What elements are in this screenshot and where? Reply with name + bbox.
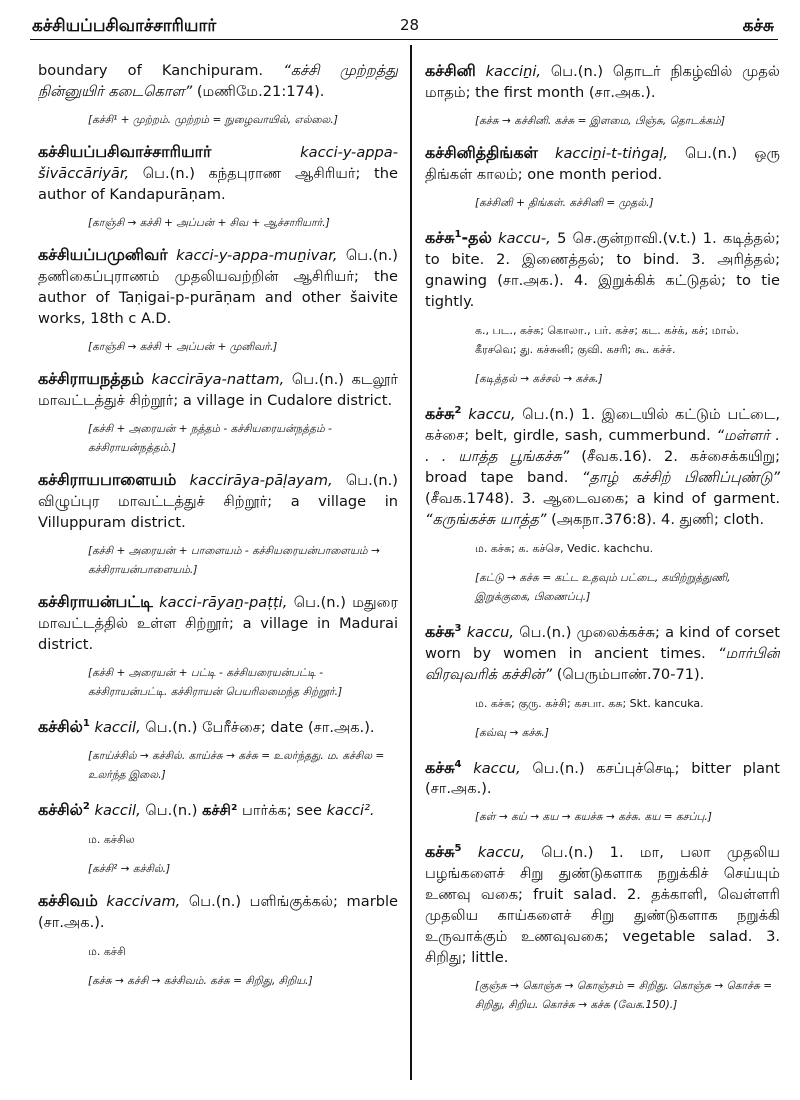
etymology: [கச்சி¹ + முற்றம். முற்றம் = நுழைவாயில், எல்லை.] (88, 114, 338, 126)
definition: பெ.(n.) (140, 801, 203, 819)
dictionary-entry (38, 244, 398, 329)
transliteration: kaccu, (468, 405, 516, 423)
headword: கச்சு (425, 621, 455, 641)
headword: கச்சியப்பசிவாச்சாரியார் (38, 142, 212, 161)
dictionary-entry (425, 754, 780, 800)
etymology: [கச்சி + அரையன் + நத்தம் - கச்சியரையன்நத்தம் - கச்சிராயன்நத்தம்.] (88, 423, 332, 454)
dictionary-entry (425, 224, 780, 312)
headword: கச்சிராயபாளையம் (38, 470, 177, 489)
definition: பெ.(n.) ஒரு திங்கள் காலம்; one month period. (425, 145, 780, 183)
entry-ref: (பெரும்பாண்.70-71). (552, 665, 705, 683)
headword: கச்சியப்பமுனிவர் (38, 245, 168, 264)
headword: கச்சு (425, 403, 455, 423)
definition: பெ.(n.) முலைக்கச்சு; a kind of corset worn by women in ancient times. (425, 623, 780, 662)
homonym-number: 5 (454, 843, 462, 855)
transliteration: kaccu, (477, 844, 526, 862)
dictionary-entry (425, 60, 780, 103)
etymology: [கச்சினி + திங்கள். கச்சினி = முதல்.] (475, 197, 654, 209)
definition: பெ.(n.) 1. இடையில் கட்டும் பட்டை, கச்சை; belt, girdle, sash, cummerbund. (425, 405, 780, 444)
headword: கச்சிவம் (38, 890, 98, 910)
etymology: [குஞ்சு → கொஞ்சு → கொஞ்சம் = சிறிது. கொஞ்சு → கொச்சு = சிறிது, சிறிய. கொச்சு → கச்சு (வேக.150).] (475, 980, 773, 1012)
definition: பெ.(n.) தொடர் நிகழ்வில் முதல் மாதம்; the first month (சா.அக.). (425, 63, 780, 101)
dictionary-entry (38, 591, 398, 655)
transliteration: kaccirāya-pāḷayam, (189, 472, 333, 489)
definition: பெ.(n.) கடலூர் மாவட்டத்துச் சிற்றூர்; a village in Cudalore district. (38, 371, 398, 409)
dictionary-entry (38, 368, 398, 411)
entry-quote: “மார்பின் விரவுவரிக் கச்சின்” (425, 644, 780, 683)
homonym-number: 2 (454, 404, 462, 416)
headword: கச்சு (425, 227, 455, 247)
transliteration: kacci-y-appa-muṉivar, (176, 247, 338, 264)
headword: கச்சில் (38, 716, 83, 736)
etymology: [கச்சு → கச்சினி. கச்சு = இளமை, பிஞ்சு, தொடக்கம்] (475, 115, 725, 127)
entry-text: boundary of Kanchipuram. (38, 62, 284, 79)
entry-continuation (38, 60, 398, 102)
transliteration: kaccirāya-nattam, (151, 371, 285, 388)
cognates: ம. கச்சு; க. கச்செ, Vedic. kachchu. (475, 541, 654, 555)
homonym-number: 4 (454, 758, 462, 770)
transliteration: kaccil, (94, 801, 141, 819)
right-column (425, 60, 780, 1100)
headword: கச்சிராயன்பட்டி (38, 592, 153, 611)
etymology: [காஞ்சி → கச்சி + அப்பன் + சிவ + ஆச்சாரியார்.] (88, 217, 330, 229)
homonym-number: 2 (82, 800, 90, 812)
homonym-number: 1 (454, 229, 462, 240)
dictionary-entry (38, 890, 398, 933)
etymology: [கச்சி² → கச்சில்.] (88, 862, 171, 875)
definition: பெ.(n.) பேரீச்சை; date (சா.அக.). (140, 718, 375, 736)
etymology: [கவ்வு → கச்சு.] (475, 726, 549, 739)
etymology: [கச்சி + அரையன் + பட்டி - கச்சியரையன்பட்டி - கச்சிராயன்பட்டி. கச்சிராயன் பெயரிலமைந்த சிற்றூர்.] (88, 667, 343, 698)
homonym-number: 3 (454, 622, 462, 634)
definition: பெ.(n.) மதுரை மாவட்டத்தில் உள்ள சிற்றூர்; a village in Madurai district. (38, 594, 398, 653)
dictionary-entry (38, 469, 398, 533)
transliteration: kaccu, (473, 759, 521, 777)
dictionary-entry (425, 618, 780, 685)
running-head-right: கச்சு (742, 16, 774, 36)
transliteration: kaccivam, (106, 892, 181, 910)
definition: பார்க்க; see (237, 801, 327, 819)
definition: (சீவக.1748). 3. ஆடைவகை; a kind of garment. (425, 489, 780, 507)
etymology: [கள் → கய் → கய → கயச்சு → கச்சு. கய = கசப்பு.] (475, 811, 712, 824)
definition: பெ.(n.) பளிங்குக்கல்; marble (சா.அக.). (38, 892, 398, 931)
definition: 5 செ.குன்றாவி.(v.t.) 1. கடித்தல்; to bite. 2. இணைத்தல்; to bind. 3. அரித்தல்; gnawing (சா.அக.). 4. இறுக்கிக் கட்டுதல்; to tie tightly. (425, 229, 780, 310)
page-number: 28 (400, 16, 420, 34)
homonym-number: 1 (82, 718, 90, 729)
transliteration: kacciṉi-t-tiṅgaḷ, (555, 145, 669, 162)
headword-suffix: -தல் (461, 227, 492, 247)
definition: பெ.(n.) விழுப்புர மாவட்டத்துச் சிற்றூர்; a village in Villuppuram district. (38, 472, 398, 531)
transliteration: kacci-rāyaṉ-paṭṭi, (159, 594, 288, 611)
transliteration: kaccil, (94, 718, 141, 736)
definition: பெ.(n.) கந்தபுராண ஆசிரியர்; the author of Kandapurāṇam. (38, 165, 398, 203)
dictionary-entry (425, 838, 780, 968)
headword: கச்சில் (38, 799, 83, 819)
page-header (30, 10, 778, 40)
column-divider (410, 45, 412, 1080)
cognates: ம. கச்சி (88, 944, 126, 958)
definition: பெ.(n.) 1. மா, பலா முதலிய பழங்களைச் சிறு துண்டுகளாக நறுக்கிச் செய்யும் உணவு வகை; fruit salad. 2. தக்காளி, வெள்ளரி முதலிய காய்களைச் சிறு துண்டுகளாக நறுக்கி உருவாக்கும் உணவுவகை; vegetable salad. 3. சிறிது; little. (425, 844, 780, 967)
dictionary-entry (38, 713, 398, 738)
dictionary-entry (38, 141, 398, 205)
transliteration: kacciṉi, (485, 63, 542, 80)
headword: கச்சு (425, 757, 455, 777)
see-reference: kacci². (326, 801, 375, 819)
headword: கச்சிராயநத்தம் (38, 369, 144, 388)
transliteration: kaccu-, (498, 229, 551, 247)
transliteration: kacci-y-appa-šivāccāriyār, (38, 144, 398, 182)
transliteration: kaccu, (466, 623, 515, 641)
dictionary-entry (38, 796, 398, 821)
definition: பெ.(n.) கசப்புச்செடி; bitter plant (சா.அக.). (425, 759, 780, 798)
entry-ref: (மணிமே.21:174). (192, 83, 325, 100)
etymology: [காய்ச்சில் → கச்சில். காய்ச்சு → கச்சு = உலர்ந்தது. ம. கச்சில = உலர்ந்த இலை.] (88, 749, 385, 781)
entry-quote: “மள்ளர் . . . யாத்த பூங்கச்சு” (425, 426, 780, 465)
definition: (சீவக.16). 2. கச்சைக்கயிறு; broad tape band. (425, 447, 780, 486)
cognates: க., பட., கச்சு; கொலா., பர். கச்ச; கட. கச்க், கச்; மால். கீரசவெ; து. கச்சுனி; குவி. கசரி; கூ. கச்ச். (475, 323, 740, 356)
etymology: [கட்டு → கச்சு = கட்ட உதவும் பட்டை, கயிற்றுத்துணி, இறுக்குகை, பிணைப்பு.] (475, 571, 731, 603)
definition: (அகநா.376:8). 4. துணி; cloth. (546, 510, 765, 528)
left-column (38, 60, 398, 1100)
definition: பெ.(n.) தணிகைப்புராணம் முதலியவற்றின் ஆசிரியர்; the author of Taṇigai-p-purāṇam and other šaivite works, 18th c A.D. (38, 247, 398, 327)
etymology: [கடித்தல் → கச்சல் → கச்சு.] (475, 372, 603, 385)
dictionary-entry (425, 400, 780, 530)
headword: கச்சினி (425, 61, 476, 80)
entry-quote: “கச்சி முற்றத்து நின்னுயிர் கடைகொள” (38, 62, 398, 100)
etymology: [காஞ்சி → கச்சி + அப்பன் + முனிவர்.] (88, 341, 278, 353)
etymology: [கச்சு → கச்சி → கச்சிவம். கச்சு = சிறிது, சிறிய.] (88, 974, 313, 987)
headword: கச்சினித்திங்கள் (425, 143, 538, 162)
cognates: ம. கச்சில (88, 832, 135, 846)
entry-quote: “கருங்கச்சு யாத்த” (425, 510, 547, 528)
entry-quote: “தாழ் கச்சிற் பிணிப்புண்டு” (581, 468, 780, 486)
headword: கச்சு (425, 842, 455, 862)
cross-reference: கச்சி² (202, 801, 238, 819)
etymology: [கச்சி + அரையன் + பாளையம் - கச்சியரையன்பாளையம் → கச்சிராயன்பாளையம்.] (88, 545, 380, 576)
running-head-left: கச்சியப்பசிவாச்சாரியார் (32, 16, 217, 36)
cognates: ம. கச்சு; குரு. கச்சி; கசபா. கசு; Skt. kancuka. (475, 696, 704, 710)
dictionary-entry (425, 142, 780, 185)
